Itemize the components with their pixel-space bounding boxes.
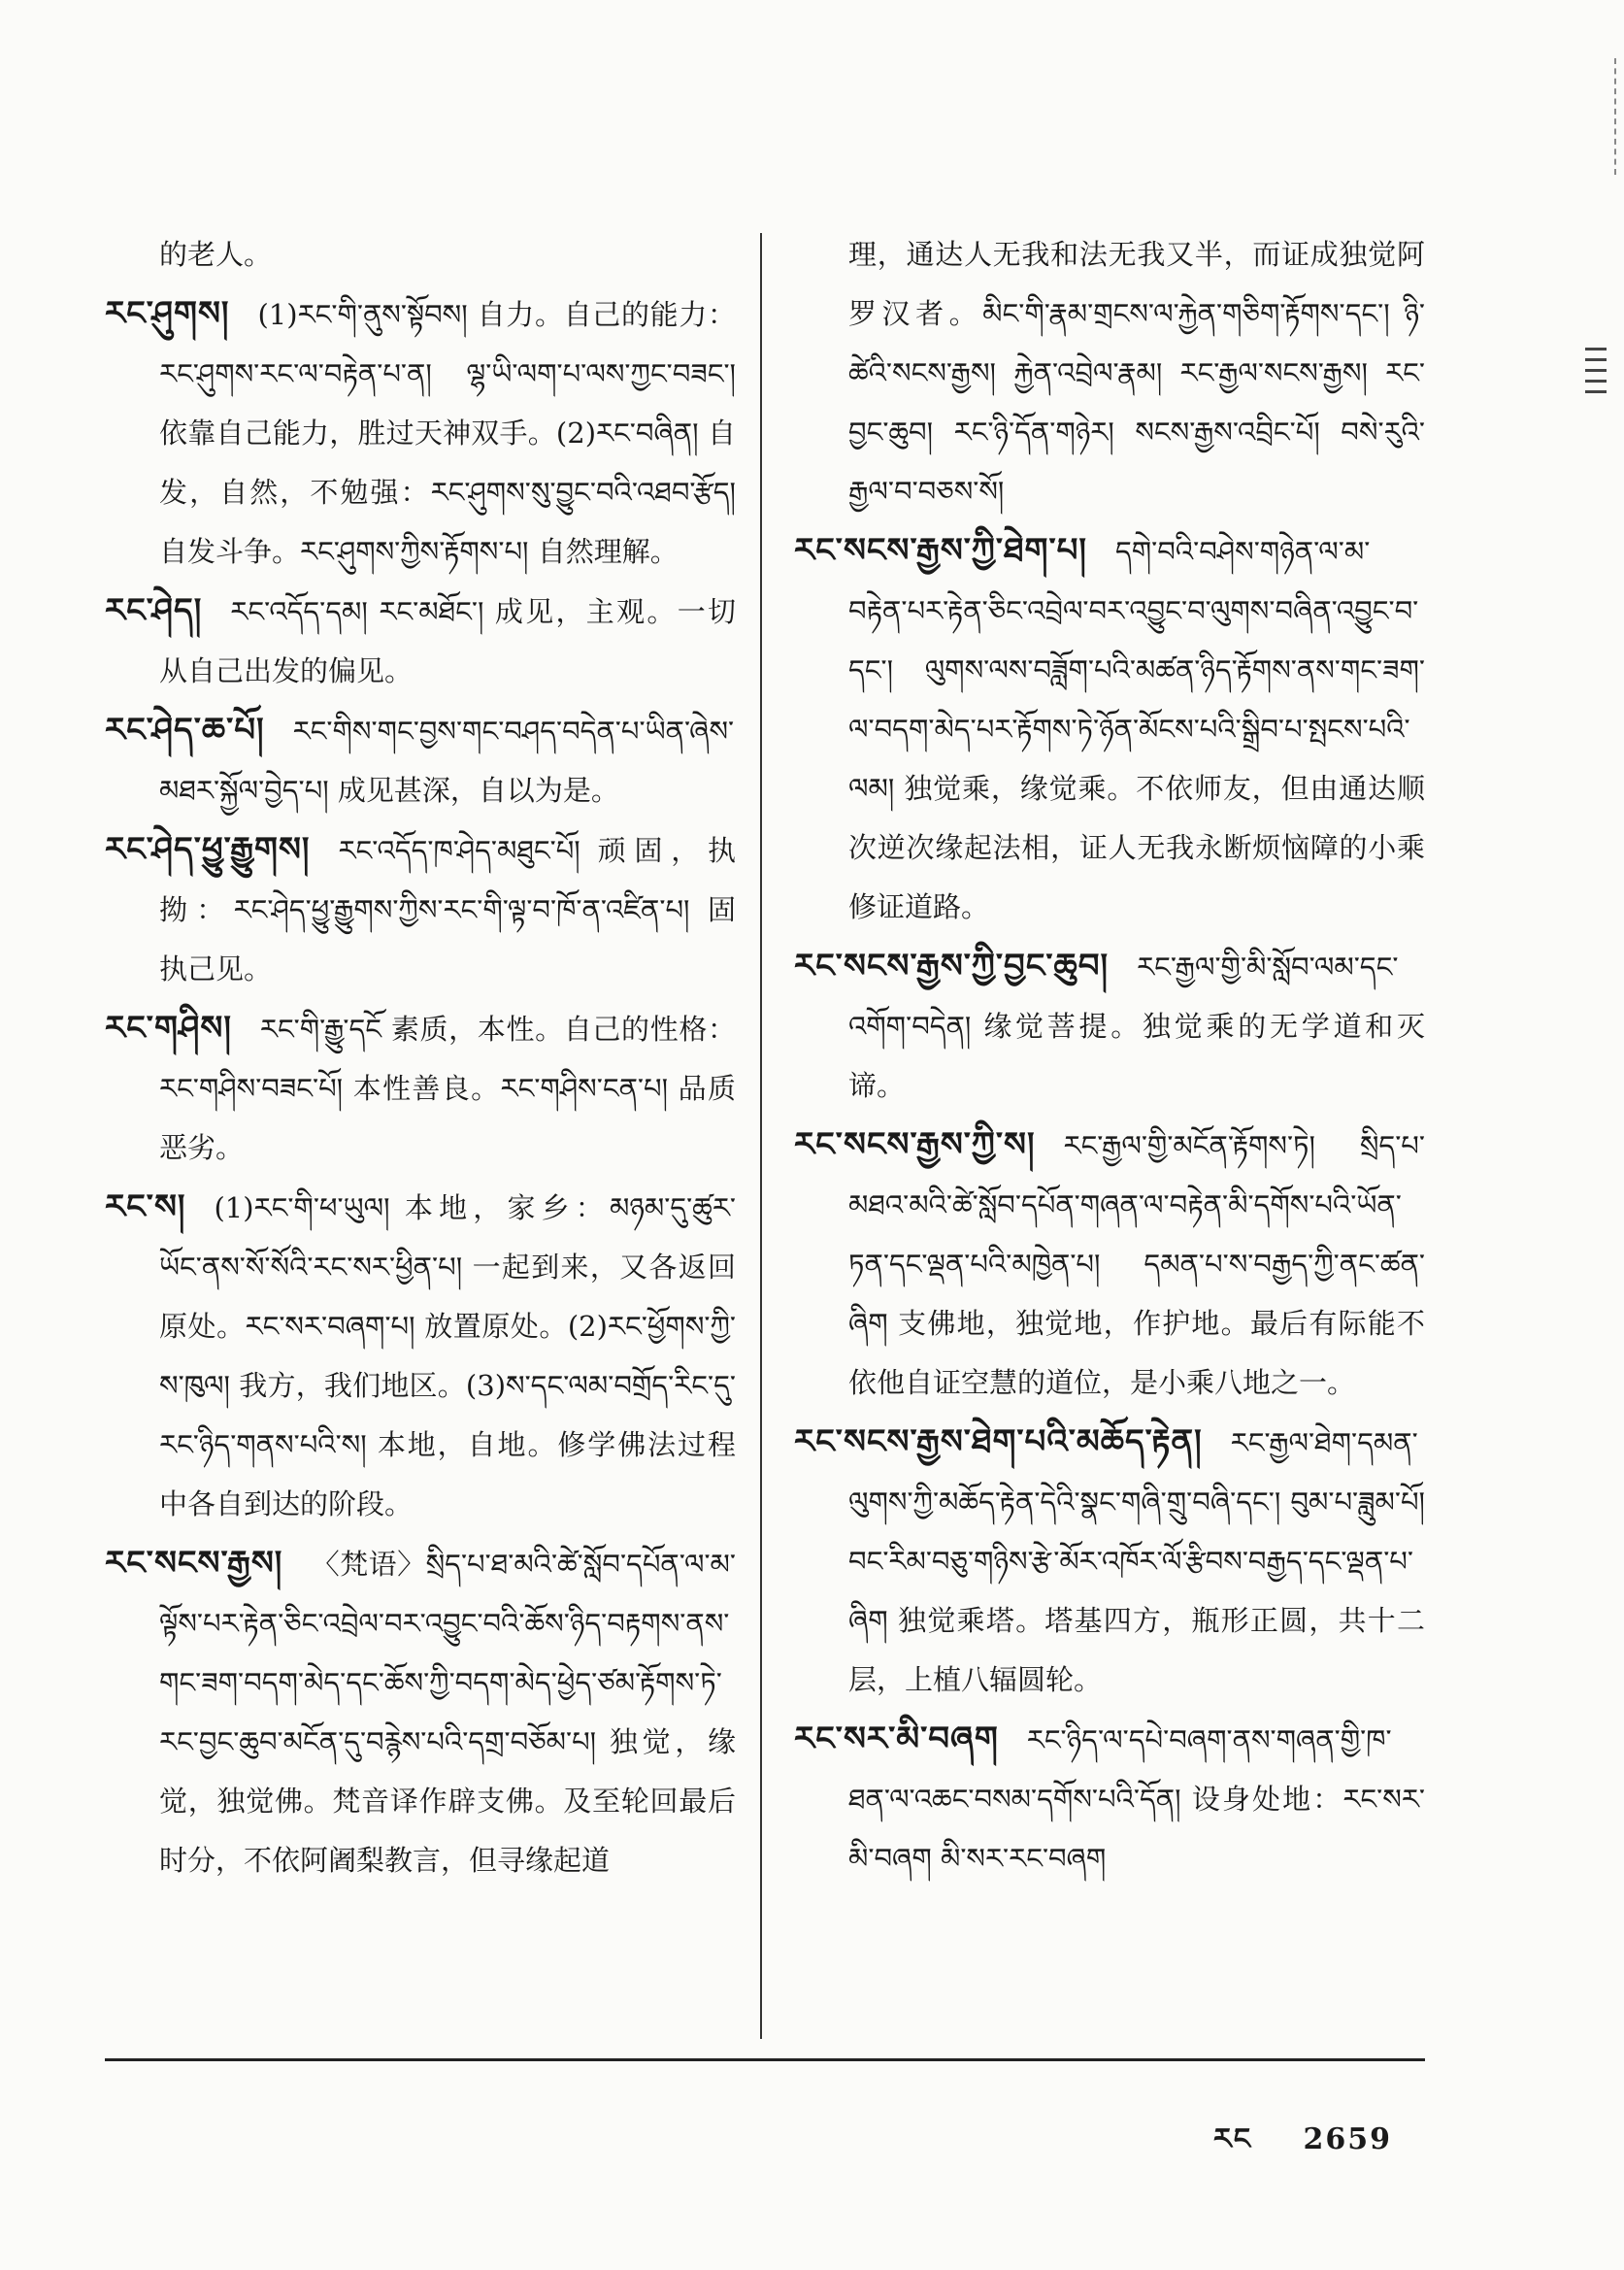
entry-headword: རང་ཤེད་ཆ་པོ། — [105, 711, 265, 750]
entry-headword: རང་ས། — [105, 1187, 186, 1226]
dictionary-entry — [794, 1116, 1425, 1413]
page-footer — [1213, 2107, 1392, 2188]
dictionary-entry — [794, 1710, 1425, 1888]
entry-continuation: 的老人。 — [159, 238, 273, 271]
section-marker: རང — [1213, 2122, 1252, 2156]
entry-definition: རང་རྒྱལ་ཐེག་དམན་ལུགས་ཀྱི་མཆོད་རྟེན་དེའི་སྣང་གཞི་གྲུ་བཞི་དང་། བུམ་པ་ཟླུམ་པོ། བང་རིམ་བཅུ་གཉིས་རྩེ་མོར་འཁོར་ལོ་རྩིབས་བརྒྱད་དང་ལྡན་པ་ཞིག 独觉乘塔。塔基四方，瓶形正圆，共十二层，上植八辐圆轮。 — [848, 1426, 1425, 1696]
entry-definition: རང་གི་རྒྱུ་དངོ 素质，本性。自己的性格：རང་གཤིས་བཟང་པོ། 本性善良。རང་གཤིས་ངན་པ། 品质恶劣。 — [159, 1013, 736, 1164]
dictionary-entry — [105, 1534, 736, 1890]
entry-definition: (1)རང་གི་ནུས་སྟོབས། 自力。自己的能力：རང་ཤུགས་རང་ལ་བརྟེན་པ་ན། ལྷ་ཡི་ལག་པ་ལས་ཀྱང་བཟང་། 依靠自己能力，胜过天神双手。(2)རང་བཞིན། 自发，自然，不勉强：རང་ཤུགས་སུ་བྱུང་བའི་འཐབ་རྩོད། 自发斗争。རང་ཤུགས་ཀྱིས་རྟོགས་པ། 自然理解。 — [159, 298, 736, 568]
dictionary-entry — [105, 1178, 736, 1534]
left-column — [105, 225, 736, 1890]
entry-headword: རང་ཤེད་ཕྱུ་རྒྱུགས། — [105, 830, 311, 869]
dictionary-entry — [105, 701, 736, 820]
entry-headword: རང་སངས་རྒྱས་ཀྱི་ས། — [794, 1125, 1036, 1164]
dictionary-entry — [105, 582, 736, 701]
entry-definition: རང་རྒྱལ་གྱི་མི་སློབ་ལམ་དང་འགོག་བདེན། 缘觉菩提。独觉乘的无学道和灭谛。 — [848, 951, 1425, 1102]
entry-definition: རང་རྒྱལ་གྱི་མངོན་རྟོགས་ཏེ། སྲིད་པ་མཐའ་མའི་ཚེ་སློབ་དཔོན་གཞན་ལ་བརྟེན་མི་དགོས་པའི་ཡོན་ཏན་དང་ལྡན་པའི་མཁྱེན་པ། དམན་པ་ས་བརྒྱད་ཀྱི་ནང་ཚན་ཞིག 支佛地，独觉地，作护地。最后有际能不依他自证空慧的道位，是小乘八地之一。 — [848, 1129, 1425, 1399]
dictionary-entry — [794, 521, 1425, 937]
footer-rule — [105, 2058, 1425, 2061]
right-column — [794, 225, 1425, 1888]
dictionary-entry — [794, 937, 1425, 1116]
entry-headword: རང་སངས་རྒྱས་ཀྱི་ཐེག་པ། — [794, 531, 1087, 570]
entry-headword: རང་སངས་རྒྱས་ཐེག་པའི་མཆོད་རྟེན། — [794, 1422, 1203, 1461]
entry-definition: རང་འདོད་ཁ་ཤེད་མཐུང་པོ། 顽固，执拗：རང་ཤེད་ཕྱུ་རྒྱུགས་ཀྱིས་རང་གི་ལྟ་བ་ཁོ་ན་འཛིན་པ། 固执己见。 — [159, 834, 736, 985]
entry-definition: རང་འདོད་དམ། རང་མཐོང་། 成见，主观。一切从自己出发的偏见。 — [159, 595, 736, 687]
entry-headword: རང་ཤུགས། — [105, 294, 230, 333]
dictionary-entry — [105, 820, 736, 999]
thumb-index-marks — [1585, 340, 1614, 401]
entry-definition: (1)རང་གི་ཕ་ཡུལ། 本地，家乡：མཉམ་དུ་ཚུར་ཡོང་ནས་སོ་སོའི་རང་སར་ཕྱིན་པ། 一起到来，又各返回原处。རང་སར་བཞག་པ། 放置原处。(2)རང་ཕྱོགས་ཀྱི་ས་ཁུལ། 我方，我们地区。(3)ས་དང་ལམ་བགྲོད་རིང་དུ་རང་ཉིད་གནས་པའི་ས། 本地，自地。修学佛法过程中各自到达的阶段。 — [159, 1191, 736, 1520]
dictionary-entry — [794, 1413, 1425, 1710]
entry-headword: རང་གཤིས། — [105, 1009, 232, 1048]
page-number: 2659 — [1303, 2122, 1392, 2156]
dictionary-entry — [105, 999, 736, 1178]
entry-continuation: 理，通达人无我和法无我又半，而证成独觉阿罗汉者。མིང་གི་རྣམ་གྲངས་ལ་རྐྱེན་གཅིག་རྟོགས་དང་། ཉི་ཚེའི་སངས་རྒྱས། རྐྱེན་འབྲེལ་རྣམ། རང་རྒྱལ་སངས་རྒྱས། རང་བྱང་ཆུབ། རང་ཉི་དོན་གཉེར། སངས་རྒྱས་འབྲིང་པོ། བསེ་རུའི་རྒྱལ་བ་བཅས་སོ། — [848, 238, 1425, 508]
entry-definition: 〈梵语〉སྲིད་པ་ཐ་མའི་ཚེ་སློབ་དཔོན་ལ་མ་ལྟོས་པར་རྟེན་ཅིང་འབྲེལ་བར་འབྱུང་བའི་ཆོས་ཉིད་བརྟགས་ནས་གང་ཟག་བདག་མེད་དང་ཆོས་ཀྱི་བདག་མེད་ཕྱེད་ཙམ་རྟོགས་ཏེ་རང་བྱང་ཆུབ་མངོན་དུ་བརྙེས་པའི་དགྲ་བཅོམ་པ། 独觉，缘觉，独觉佛。梵音译作辟支佛。及至轮回最后时分，不依阿阇梨教言，但寻缘起道 — [159, 1548, 736, 1877]
entry-definition: རང་ཉིད་ལ་དཔེ་བཞག་ནས་གཞན་གྱི་ཁ་ཐན་ལ་འཆང་བསམ་དགོས་པའི་དོན། 设身处地：རང་སར་མི་བཞག མི་སར་རང་བཞག — [848, 1723, 1425, 1875]
entry-definition: དགེ་བའི་བཤེས་གཉེན་ལ་མ་བརྟེན་པར་རྟེན་ཅིང་འབྲེལ་བར་འབྱུང་བ་ལུགས་བཞིན་འབྱུང་བ་དང་། ལུགས་ལས་བཟློག་པའི་མཚན་ཉིད་རྟོགས་ནས་གང་ཟག་ལ་བདག་མེད་པར་རྟོགས་ཏེ་ཉོན་མོངས་པའི་སྒྲིབ་པ་སྤངས་པའི་ལམ། 独觉乘，缘觉乘。不依师友，但由通达顺次逆次缘起法相，证人无我永断烦恼障的小乘修证道路。 — [848, 535, 1425, 923]
entry-headword: རང་སར་མི་བཞག — [794, 1719, 999, 1758]
entry-headword: རང་སངས་རྒྱས། — [105, 1544, 283, 1583]
dictionary-entry — [105, 284, 736, 582]
column-divider — [760, 233, 762, 2039]
scan-edge-mark — [1595, 58, 1616, 175]
entry-headword: རང་ཤེད། — [105, 591, 203, 630]
entry-definition: རང་གིས་གང་བྱས་གང་བཤད་བདེན་པ་ཡིན་ཞེས་མཐར་སྐྱོལ་བྱེད་པ། 成见甚深，自以为是。 — [159, 715, 735, 807]
entry-headword: རང་སངས་རྒྱས་ཀྱི་བྱང་ཆུབ། — [794, 947, 1110, 985]
